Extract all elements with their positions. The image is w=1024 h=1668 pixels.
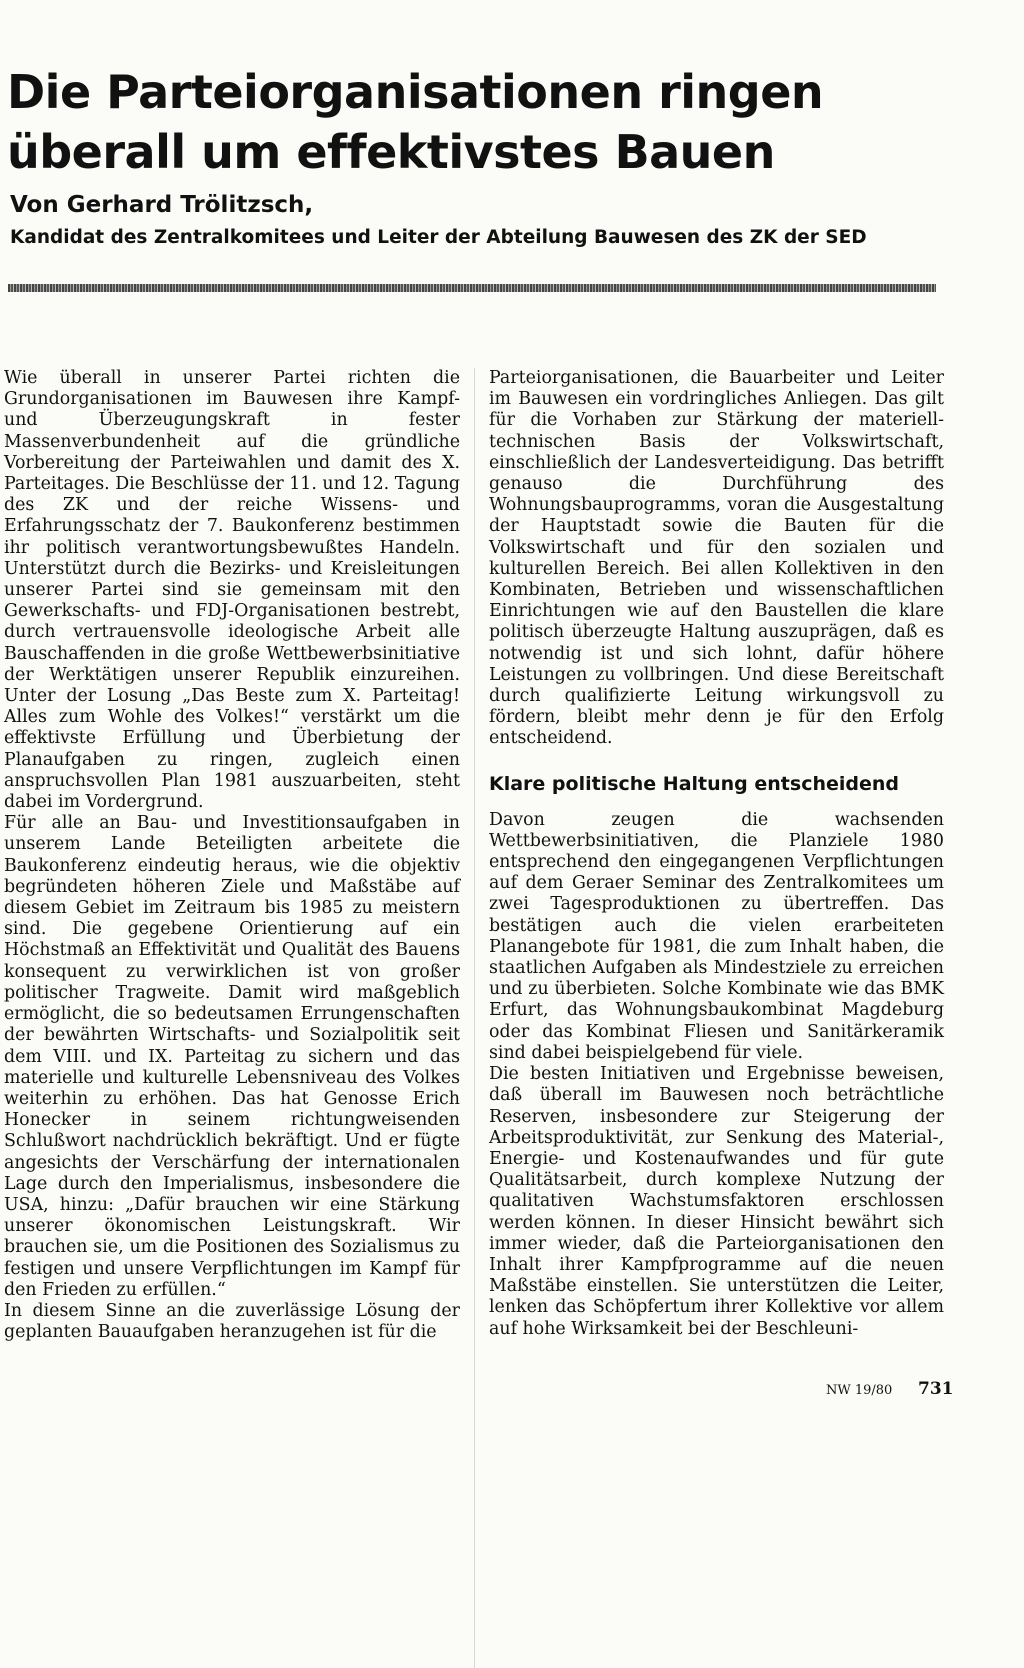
- author-affiliation: Kandidat des Zentralkomitees und Leiter der Abteilung Bauwesen des ZK der SED: [10, 227, 867, 248]
- left-column: [4, 368, 460, 1343]
- paragraph: Wie überall in unserer Partei richten die Grundorganisationen im Bauwesen ihre Kampf- und Überzeugungskraft in fester Massenverbundenheit auf die gründliche Vorbereitung der Parteiwahlen und damit des X. Parteitages. Die Beschlüsse der 11. und 12. Tagung des ZK und der reiche Wissens- und Erfahrungsschatz der 7. Baukonferenz bestimmen ihr politisch verantwortungsbewußtes Handeln. Unterstützt durch die Bezirks- und Kreisleitungen unserer Partei sind sie gemeinsam mit den Gewerkschafts- und FDJ-Organisationen bestrebt, durch vertrauensvolle ideologische Arbeit alle Bauschaffenden in die große Wettbewerbsinitiative der Werktätigen unserer Republik einzureihen. Unter der Losung „Das Beste zum X. Parteitag! Alles zum Wohle des Volkes!“ verstärkt um die effektivste Erfüllung und Überbietung der Planaufgaben zu ringen, zugleich einen anspruchsvollen Plan 1981 auszuarbeiten, steht dabei im Vordergrund.: [4, 368, 460, 813]
- header-rule: [8, 284, 936, 292]
- paragraph: Davon zeugen die wachsenden Wettbewerbsinitiativen, die Planziele 1980 entsprechend den eingegangenen Verpflichtungen auf dem Geraer Seminar des Zentralkomitees um zwei Tagesproduktionen zu übertreffen. Das bestätigen auch die vielen erarbeiteten Planangebote für 1981, die zum Inhalt haben, die staatlichen Aufgaben als Mindestziele zu erreichen und zu überbieten. Solche Kombinate wie das BMK Erfurt, das Wohnungsbaukombinat Magdeburg oder das Kombinat Fliesen und Sanitärkeramik sind dabei beispielgebend für viele.: [489, 809, 944, 1063]
- paragraph: Die besten Initiativen und Ergebnisse beweisen, daß überall im Bauwesen noch beträchtliche Reserven, insbesondere zur Steigerung der Arbeitsproduktivität, zur Senkung des Material-, Energie- und Kostenaufwandes und für gute Qualitätsarbeit, durch komplexe Nutzung der qualitativen Wachstumsfaktoren erschlossen werden können. In dieser Hinsicht bewährt sich immer wieder, daß die Parteiorganisationen den Inhalt ihrer Kampfprogramme auf die neuen Maßstäbe einstellen. Sie unterstützen die Leiter, lenken das Schöpfertum ihrer Kollektive vor allem auf hohe Wirksamkeit bei der Beschleuni-: [489, 1064, 944, 1339]
- author-name: Von Gerhard Trölitzsch,: [10, 192, 314, 218]
- page-number: 731: [918, 1379, 954, 1399]
- article-title: [7, 62, 1007, 182]
- title-line-1: Die Parteiorganisationen ringen: [7, 65, 824, 119]
- title-line-2: überall um effektivstes Bauen: [7, 125, 775, 179]
- paragraph: In diesem Sinne an die zuverlässige Lösung der geplanten Bauaufgaben heranzugehen ist für die: [4, 1300, 460, 1343]
- paragraph: Parteiorganisationen, die Bauarbeiter und Leiter im Bauwesen ein vordringliches Anliegen. Das gilt für die Vorhaben zur Stärkung der materiell-technischen Basis der Volkswirtschaft, einschließlich der Landesverteidigung. Das betrifft genauso die Durchführung des Wohnungsbauprogramms, voran die Ausgestaltung der Hauptstadt sowie die Bauten für die Volkswirtschaft und für den sozialen und kulturellen Bereich. Bei allen Kollektiven in den Kombinaten, Betrieben und wissenschaftlichen Einrichtungen wie auf den Baustellen die klare politisch überzeugte Haltung auszuprägen, daß es notwendig ist und sich lohnt, dafür höhere Leistungen zu vollbringen. Und diese Bereitschaft durch qualifizierte Leitung wirkungsvoll zu fördern, bleibt mehr denn je für den Erfolg entscheidend.: [489, 368, 944, 749]
- column-divider: [474, 368, 475, 1668]
- right-column: [489, 368, 944, 1340]
- issue-number: NW 19/80: [826, 1383, 893, 1398]
- section-subheading: Klare politische Haltung entscheidend: [489, 772, 899, 795]
- paragraph: Für alle an Bau- und Investitionsaufgaben in unserem Lande Beteiligten arbeitete die Baukonferenz eindeutig heraus, wie die objektiv begründeten höheren Ziele und Maßstäbe auf diesem Gebiet im Zeitraum bis 1985 zu meistern sind. Die gegebene Orientierung auf ein Höchstmaß an Effektivität und Qualität des Bauens konsequent zu verwirklichen ist von großer politischer Tragweite. Damit wird maßgeblich ermöglicht, die so bedeutsamen Errungenschaften der bewährten Wirtschafts- und Sozialpolitik seit dem VIII. und IX. Parteitag zu sichern und das materielle und kulturelle Lebensniveau des Volkes weiterhin zu erhöhen. Das hat Genosse Erich Honecker in seinem richtungweisenden Schlußwort nachdrücklich bekräftigt. Und er fügte angesichts der Verschärfung der internationalen Lage durch den Imperialismus, insbesondere die USA, hinzu: „Dafür brauchen wir eine Stärkung unserer ökonomischen Leistungskraft. Wir brauchen sie, um die Positionen des Sozialismus zu festigen und unsere Verpflichtungen im Kampf für den Frieden zu erfüllen.“: [4, 813, 460, 1300]
